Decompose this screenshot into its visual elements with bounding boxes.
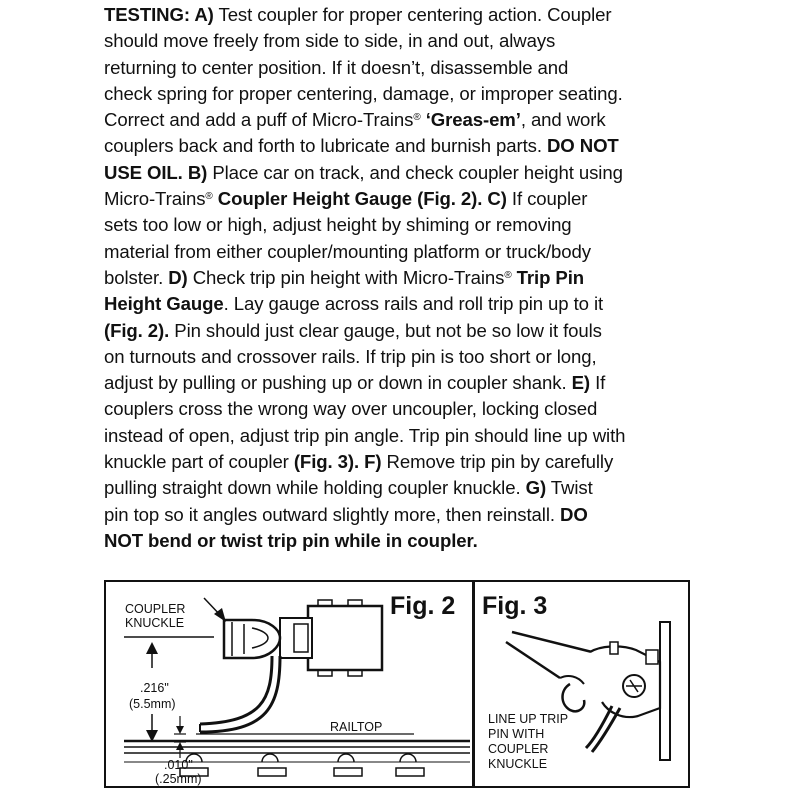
instruction-segment: instead of open, adjust trip pin angle. Trip pin should line up with — [104, 424, 626, 446]
instruction-segment: G) — [525, 477, 547, 499]
instruction-segment: Check trip pin height with Micro-Trains — [187, 266, 505, 288]
railtop-label: RAILTOP — [330, 720, 383, 734]
instruction-segment: should move freely from side to side, in and out, always — [104, 30, 556, 52]
fig3-label-line-4: KNUCKLE — [488, 757, 548, 771]
fig2-title: Fig. 2 — [390, 592, 456, 620]
instruction-segment: ‘Greas-em’ — [420, 109, 521, 131]
instruction-segment: Twist — [546, 477, 593, 499]
instruction-segment: If — [590, 372, 606, 394]
instruction-segment: , and work — [520, 109, 606, 131]
instruction-segment: D) — [168, 266, 188, 288]
instruction-segment: pin top so it angles outward slightly more, then reinstall. — [104, 503, 560, 525]
instruction-segment: TESTING: A) — [104, 4, 214, 25]
instruction-segment: Micro-Trains — [104, 188, 206, 210]
instruction-segment: couplers back and forth to lubricate and burnish parts. — [104, 135, 547, 157]
height-inches-label: .216" — [140, 681, 169, 695]
fig3-label-line-3: COUPLER — [488, 742, 549, 756]
coupler-knuckle-label-1: COUPLER — [125, 602, 186, 616]
instruction-segment: ® — [413, 112, 421, 124]
clearance-inches-label: .010" — [164, 758, 193, 772]
instruction-segment: on turnouts and crossover rails. If trip pin is too short or long, — [104, 345, 597, 367]
instruction-segment: Trip Pin — [511, 266, 585, 288]
instruction-segment: DO — [560, 503, 588, 525]
instruction-segment: Correct and add a puff of Micro-Trains — [104, 109, 414, 131]
instruction-segment: Place car on track, and check coupler height using — [207, 161, 623, 183]
fig3-label-line-2: PIN WITH — [488, 727, 545, 741]
instruction-segment: Height Gauge — [104, 293, 224, 315]
instruction-segment: (Fig. 2). — [104, 319, 170, 341]
instruction-segment: sets too low or high, adjust height by shiming or removing — [104, 214, 572, 236]
coupler-knuckle-label-2: KNUCKLE — [125, 616, 185, 630]
instruction-segment: (Fig. 3). F) — [293, 451, 382, 473]
clearance-mm-label: (.25mm) — [155, 772, 202, 786]
instruction-segment: USE OIL. B) — [104, 161, 208, 183]
instruction-segment: NOT bend or twist trip pin while in coupler. — [104, 529, 478, 551]
instruction-segment: pulling straight down while holding coupler knuckle. — [104, 477, 526, 499]
instruction-segment: Test coupler for proper centering action. Coupler — [213, 4, 612, 25]
instruction-segment: DO NOT — [546, 135, 619, 157]
fig3-title: Fig. 3 — [482, 592, 548, 620]
instruction-segment: couplers cross the wrong way over uncoupler, locking closed — [104, 398, 598, 420]
instruction-segment: E) — [571, 372, 591, 394]
instruction-segment: adjust by pulling or pushing up or down in coupler shank. — [104, 372, 572, 394]
instruction-segment: Remove trip pin by carefully — [381, 451, 614, 473]
instruction-segment: ® — [504, 269, 512, 281]
instruction-segment: knuckle part of coupler — [104, 451, 294, 473]
instruction-segment: If coupler — [506, 188, 588, 210]
instruction-segment: bolster. — [104, 266, 169, 288]
instruction-segment: check spring for proper centering, damage, or improper seating. — [104, 82, 623, 104]
fig3-label-line-1: LINE UP TRIP — [488, 712, 569, 726]
instruction-segment: . Lay gauge across rails and roll trip pin up to it — [223, 293, 604, 315]
instruction-segment: material from either coupler/mounting platform or truck/body — [104, 240, 591, 262]
instruction-segment: Coupler Height Gauge (Fig. 2). C) — [212, 188, 507, 210]
instruction-segment: returning to center position. If it doesn’t, disassemble and — [104, 56, 569, 78]
instruction-segment: Pin should just clear gauge, but not be so low it fouls — [169, 319, 602, 341]
instruction-segment: ® — [205, 191, 213, 203]
height-mm-label: (5.5mm) — [129, 697, 176, 711]
